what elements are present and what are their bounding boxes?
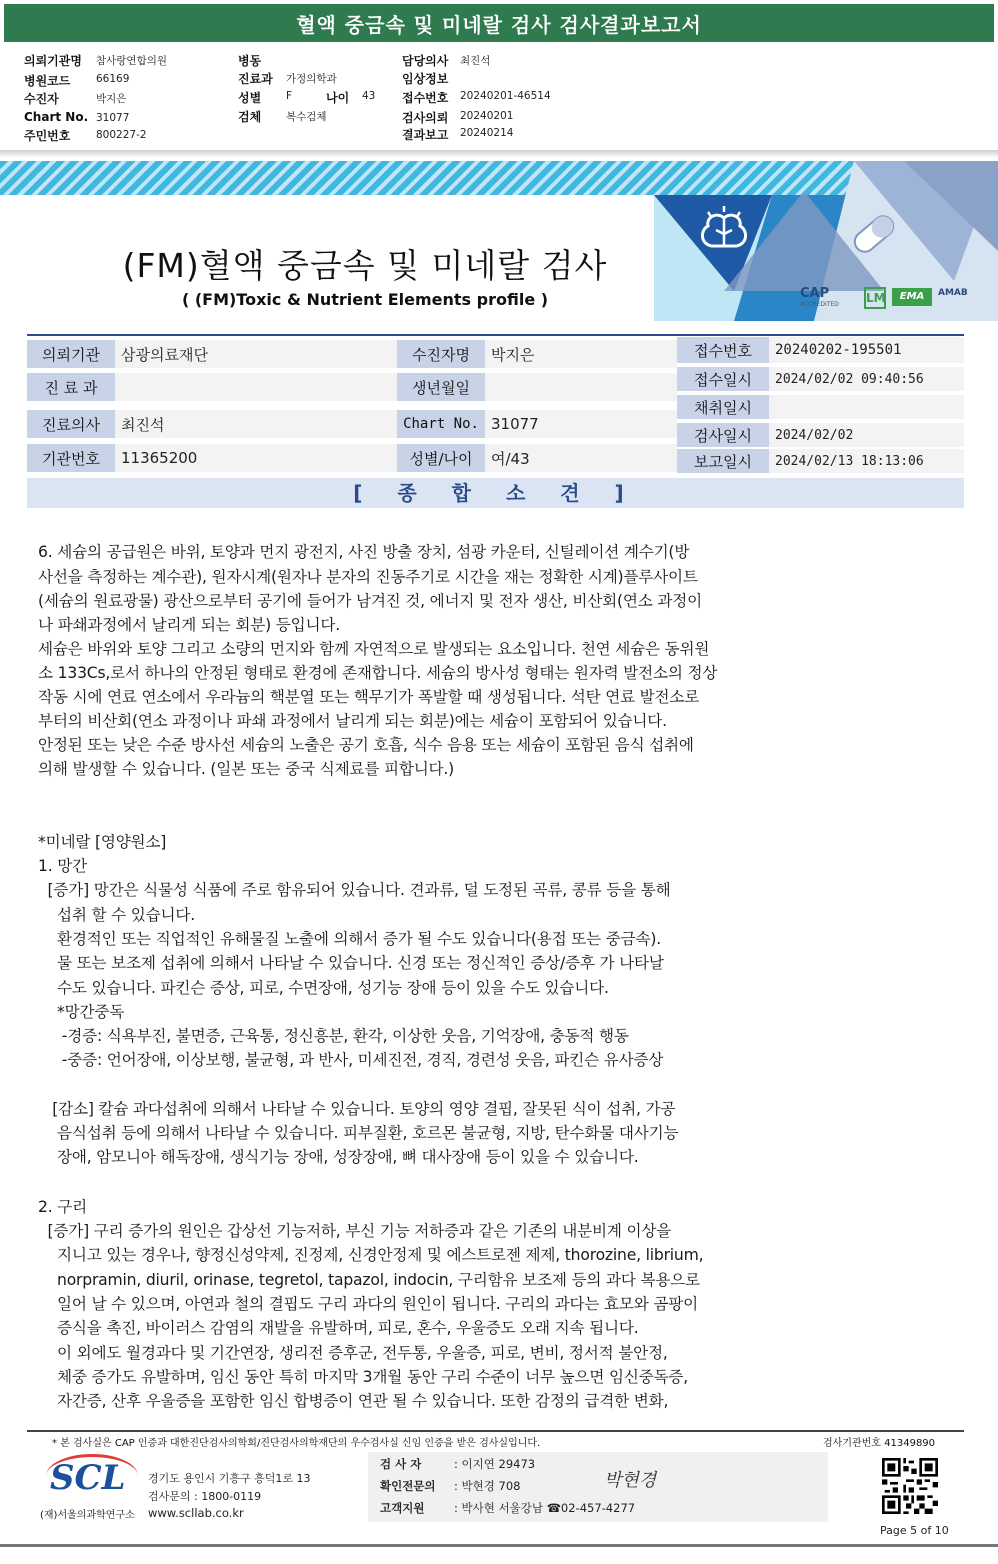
patient-label: 의뢰기관 — [27, 340, 115, 370]
header-value: F — [286, 90, 293, 102]
capsule-icon — [846, 206, 902, 262]
header-label: 의뢰기관명 — [24, 54, 82, 68]
body-line: 소 133Cs,로서 하나의 안정된 형태로 환경에 존재합니다. 세슘의 방사성 형태는 원자력 발전소의 정상 — [38, 664, 718, 682]
header-label: 성별 — [238, 91, 262, 105]
page-number: Page 5 of 10 — [880, 1524, 949, 1537]
verify-row — [380, 1478, 520, 1494]
verify-value: : 이지연 29473 — [454, 1457, 536, 1471]
body-line: 수도 있습니다. 파킨슨 증상, 피로, 수면장애, 성기능 장애 등이 있을 수도 있습니다. — [38, 979, 609, 997]
body-line: 부터의 비산회(연소 과정이나 파쇄 과정에서 날리게 되는 회분)에는 세슘이 포함되어 있습니다. — [38, 712, 667, 730]
body-line: 물 또는 보조제 섭취에 의해서 나타날 수 있습니다. 신경 또는 정신적인 증상/증후 가 나타날 — [38, 954, 664, 972]
header-label: 결과보고 — [402, 128, 449, 142]
address: 경기도 용인시 기흥구 흥덕1로 13 — [148, 1472, 311, 1485]
header-value: 66169 — [96, 73, 130, 85]
body-line: 이 외에도 월경과다 및 기간연장, 생리전 증후군, 전두통, 우울증, 피로, 변비, 정서적 불안정, — [38, 1344, 668, 1362]
header-label: 임상정보 — [402, 72, 449, 86]
patient-label: 채취일시 — [677, 395, 769, 421]
header-label: 주민번호 — [24, 129, 71, 143]
header-label: 검체 — [238, 110, 262, 124]
verify-label: 고객지원 — [380, 1501, 425, 1515]
patient-label: 접수일시 — [677, 367, 769, 393]
body-line: 환경적인 또는 직업적인 유해물질 노출에 의해서 증가 될 수도 있습니다(용접 또는 중금속). — [38, 930, 661, 948]
body-line: 체중 증가도 유발하며, 임신 동안 특히 마지막 3개월 동안 구리 수준이 너무 높으면 임신중독증, — [38, 1368, 689, 1386]
header-value: 20240214 — [460, 127, 514, 139]
ema-cert-logo: EMA — [892, 288, 932, 306]
patient-value: 2024/02/02 09:40:56 — [769, 367, 964, 393]
patient-label: 진 료 과 — [27, 373, 115, 403]
patient-label: 생년월일 — [397, 373, 485, 403]
accreditation-note: * 본 검사실은 CAP 인증과 대한진단검사의학회/진단검사의학재단의 우수검사실 신임 인증을 받은 검사실입니다. — [52, 1438, 541, 1449]
report-banner: 혈액 중금속 및 미네랄 검사 검사결과보고서 — [4, 4, 994, 42]
header-label: 수진자 — [24, 92, 59, 106]
patient-value: 2024/02/13 18:13:06 — [769, 449, 964, 475]
header-value: 43 — [362, 90, 376, 102]
cap-cert-sub: ACCREDITED — [800, 301, 839, 308]
header-value: 20240201-46514 — [460, 90, 551, 102]
header-label: 나이 — [326, 91, 350, 105]
body-line: 지니고 있는 경우나, 향정신성약제, 진정제, 신경안정제 및 에스트로젠 제제, thorozine, librium, — [38, 1246, 704, 1264]
website-link[interactable]: www.scllab.co.kr — [148, 1506, 244, 1520]
body-line: 자간증, 산후 우울증을 포함한 임신 합병증이 연관 될 수 있습니다. 또한 감정의 급격한 변화, — [38, 1392, 669, 1410]
body-line: norpramin, diuril, orinase, tegretol, tapazol, indocin, 구리함유 보조제 등의 과다 복용으로 — [38, 1271, 700, 1289]
header-label: 담당의사 — [402, 54, 449, 68]
body-line: 장애, 암모니아 해독장애, 생식기능 장애, 성장장애, 뼈 대사장애 등이 있을 수 있습니다. — [38, 1148, 639, 1166]
scl-logo: SCL — [50, 1458, 126, 1498]
header-label: 병동 — [238, 54, 262, 68]
patient-value: 11365200 — [115, 444, 397, 474]
body-line: 섭취 할 수 있습니다. — [38, 906, 195, 924]
header-value: 31077 — [96, 112, 130, 124]
header-value: 복수검체 — [286, 111, 327, 123]
body-line: 6. 세슘의 공급원은 바위, 토양과 먼지 광전지, 사진 방출 장치, 섬광 카운터, 신틸레이션 계수기(방 — [38, 543, 690, 561]
verify-row — [380, 1500, 635, 1516]
report-header — [0, 46, 998, 156]
body-line: 음식섭취 등에 의해서 나타날 수 있습니다. 피부질환, 호르몬 불균형, 지방, 탄수화물 대사기능 — [38, 1124, 679, 1142]
header-value: 참사랑연합의원 — [96, 55, 168, 67]
header-value: 20240201 — [460, 110, 514, 122]
patient-value — [485, 373, 677, 403]
header-value: 가정의학과 — [286, 73, 337, 85]
header-label: 접수번호 — [402, 91, 449, 105]
header-value: 최진석 — [460, 55, 491, 67]
header-divider — [0, 150, 998, 158]
patient-value — [115, 373, 397, 403]
body-line: 세슘은 바위와 토양 그리고 소량의 먼지와 함께 자연적으로 발생되는 요소입니다. 천연 세슘은 동위원 — [38, 640, 710, 658]
body-line: 안정된 또는 낮은 수준 방사선 세슘의 노출은 공기 호흡, 식수 음용 또는 세슘이 포함된 음식 섭취에 — [38, 736, 694, 754]
patient-info-table — [27, 334, 964, 474]
patient-label: 기관번호 — [27, 444, 115, 474]
patient-label: 수진자명 — [397, 340, 485, 370]
patient-label: 보고일시 — [677, 449, 769, 475]
patient-label: 접수번호 — [677, 337, 769, 365]
header-label: Chart No. — [24, 110, 89, 124]
body-line: *망간중독 — [38, 1003, 125, 1021]
header-label: 병원코드 — [24, 74, 71, 88]
verify-value: : 박사현 서울강남 ☎02-457-4277 — [454, 1501, 636, 1515]
patient-value: 박지은 — [485, 340, 677, 370]
header-label: 진료과 — [238, 72, 273, 86]
institution-number: 검사기관번호 41349890 — [823, 1438, 936, 1449]
page-subtitle: ( (FM)Toxic & Nutrient Elements profile ) — [181, 290, 549, 309]
body-line: *미네랄 [영양원소] — [38, 833, 167, 851]
patient-value: 20240202-195501 — [769, 337, 964, 365]
body-line: 증식을 촉진, 바이러스 감염의 재발을 유발하며, 피로, 혼수, 우울증도 오래 지속 됩니다. — [38, 1319, 639, 1337]
body-line: -중증: 언어장애, 이상보행, 불균형, 과 반사, 미세진전, 경직, 경련성 웃음, 파킨슨 유사증상 — [38, 1051, 664, 1069]
body-line: (세슘의 원료광물) 광산으로부터 공기에 들어가 남겨진 것, 에너지 및 전자 생산, 비산회(연소 과정이 — [38, 592, 702, 610]
patient-label: Chart No. — [397, 410, 485, 440]
body-line: 일어 날 수 있으며, 아연과 철의 결핍도 구리 과다의 원인이 됩니다. 구리의 과다는 효모와 곰팡이 — [38, 1295, 698, 1313]
patient-value: 여/43 — [485, 444, 677, 474]
patient-label: 검사일시 — [677, 423, 769, 449]
signature: 박현경 — [604, 1470, 657, 1491]
summary-heading: [ 종 합 소 견 ] — [27, 478, 964, 508]
org-name: (재)서울의과학연구소 — [40, 1510, 135, 1521]
body-line: 나 파쇄과정에서 날리게 되는 회분) 등입니다. — [38, 616, 340, 634]
header-label: 검사의뢰 — [402, 111, 449, 125]
body-line: 1. 망간 — [38, 857, 87, 875]
header-value: 800227-2 — [96, 129, 147, 141]
body-line: [감소] 칼슘 과다섭취에 의해서 나타날 수 있습니다. 토양의 영양 결핍, 잘못된 식이 섭취, 가공 — [38, 1100, 676, 1118]
body-line: 사선을 측정하는 계수관), 원자시계(원자나 분자의 진동주기로 시간을 재는 정확한 시계)플루사이트 — [38, 568, 698, 586]
footer-divider — [27, 1430, 964, 1432]
cap-cert-text: CAP — [800, 286, 830, 301]
amab-cert-logo: AMAB — [938, 288, 968, 298]
patient-value: 2024/02/02 — [769, 423, 964, 449]
patient-value: 31077 — [485, 410, 677, 440]
patient-value — [769, 395, 964, 421]
body-line: [증가] 망간은 식물성 식품에 주로 함유되어 있습니다. 견과류, 덜 도정된 곡류, 콩류 등을 통해 — [38, 881, 671, 899]
body-line: [증가] 구리 증가의 원인은 갑상선 기능저하, 부신 기능 저하증과 같은 기존의 내분비계 이상을 — [38, 1222, 672, 1240]
qr-code-icon — [882, 1458, 938, 1514]
verify-label: 검 사 자 — [380, 1457, 422, 1471]
body-line: -경증: 식욕부진, 불면증, 근육통, 정신흥분, 환각, 이상한 웃음, 기억장애, 충동적 행동 — [38, 1027, 629, 1045]
bottom-rule — [0, 1544, 998, 1547]
body-line: 작동 시에 연료 연소에서 우라늄의 핵분열 또는 핵무기가 폭발할 때 생성됩니다. 석탄 연료 발전소로 — [38, 688, 700, 706]
inquiry-phone: 검사문의 : 1800-0119 — [148, 1490, 262, 1503]
lm-cert-logo: LM — [864, 287, 886, 309]
verify-value: : 박현경 708 — [454, 1479, 521, 1493]
patient-label: 성별/나이 — [397, 444, 485, 474]
cap-cert-logo — [800, 286, 839, 308]
header-value: 박지은 — [96, 93, 127, 105]
patient-value: 최진석 — [115, 410, 397, 440]
page-title: (FM)혈액 중금속 및 미네랄 검사 — [122, 246, 608, 285]
patient-value: 삼광의료재단 — [115, 340, 397, 370]
verification-box — [368, 1452, 828, 1522]
body-line: 2. 구리 — [38, 1198, 87, 1216]
verify-label: 확인전문의 — [380, 1479, 436, 1493]
patient-label: 진료의사 — [27, 410, 115, 440]
verify-row — [380, 1456, 535, 1472]
body-line: 의해 발생할 수 있습니다. (일본 또는 중국 식제료를 피합니다.) — [38, 760, 455, 778]
